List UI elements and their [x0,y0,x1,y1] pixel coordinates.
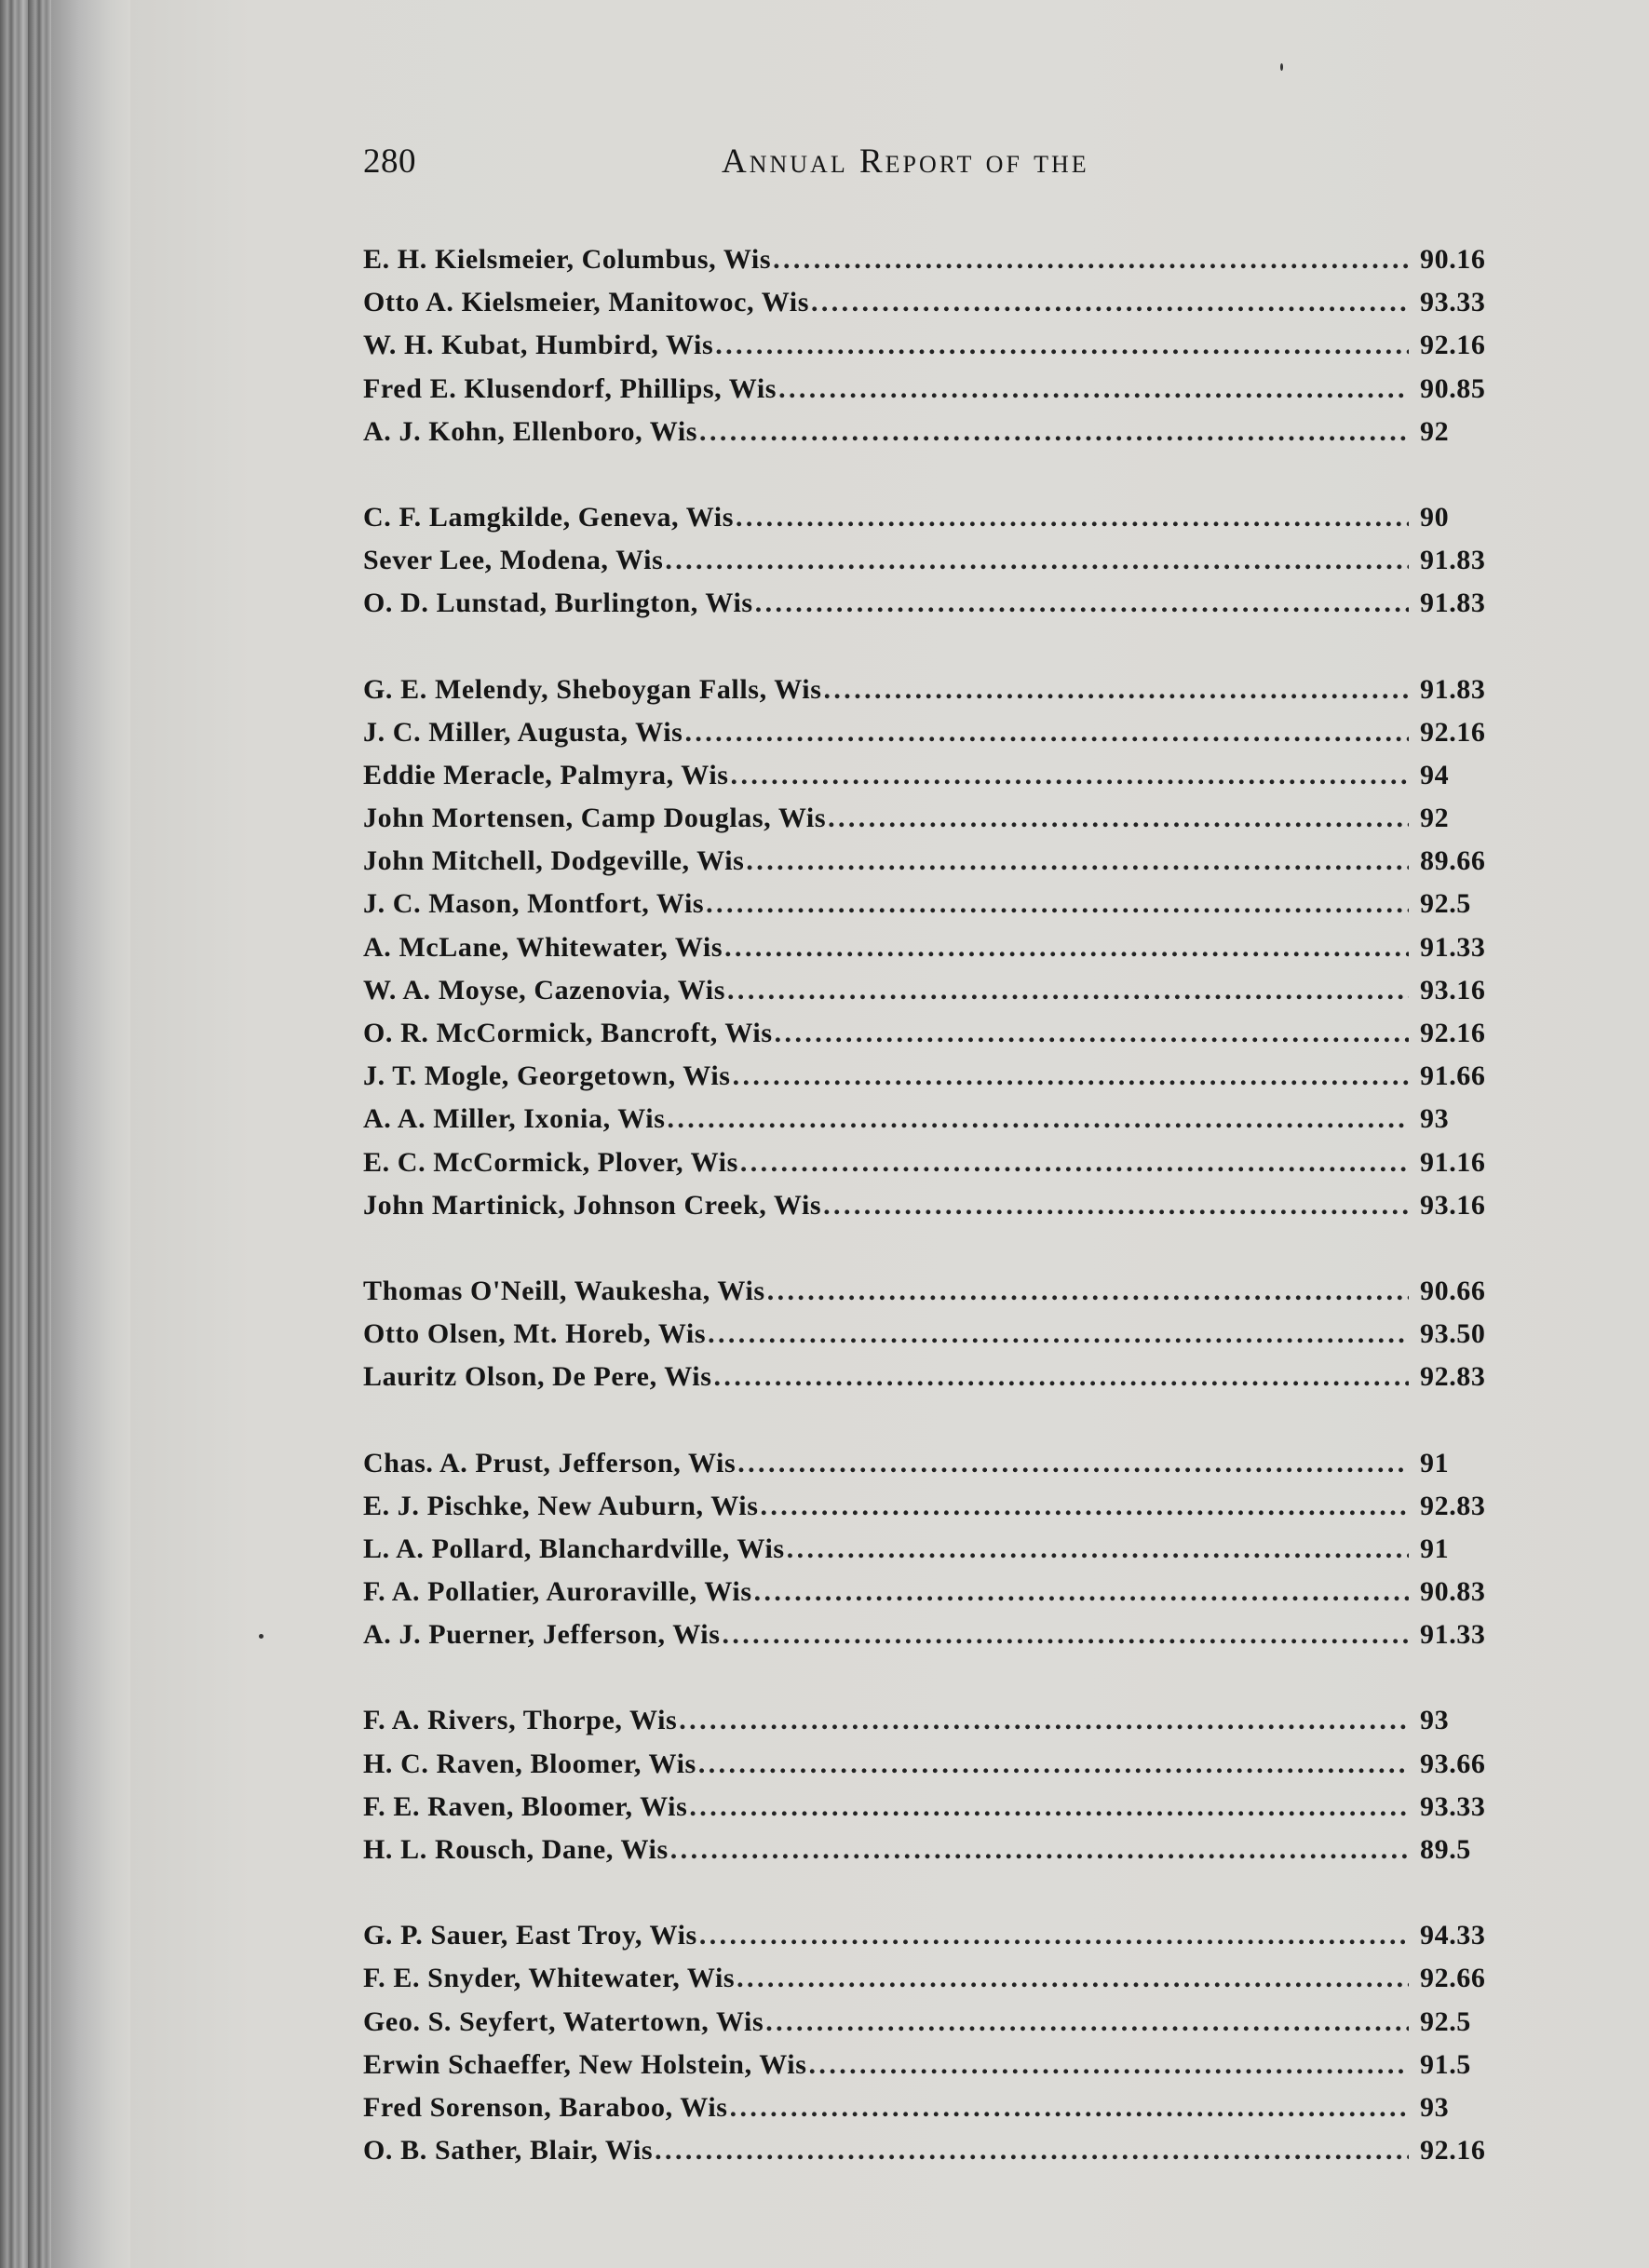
entry-name: Eddie Meracle, Palmyra, Wis [363,759,729,790]
list-item [363,1190,1522,1233]
entry-name: Fred Sorenson, Baraboo, Wis [363,2091,728,2123]
entry-score: 93 [1420,1705,1450,1736]
list-item [363,1834,1522,1877]
entry-group [363,674,1522,1233]
entry-score: 93 [1420,1103,1450,1135]
entry-name: J. T. Mogle, Georgetown, Wis [363,1060,731,1092]
entry-score: 89.66 [1420,845,1486,877]
entry-name: Sever Lee, Modena, Wis [363,545,664,576]
list-item [363,1533,1522,1576]
list-item [363,845,1522,888]
entry-score: 92.83 [1420,1361,1486,1393]
dot-leader [670,1834,1409,1866]
page-gutter-shadow [51,0,130,2268]
dot-leader [698,1748,1409,1780]
entry-name: Otto Olsen, Mt. Horeb, Wis [363,1318,707,1350]
list-item [363,2006,1522,2049]
list-item [363,1748,1522,1791]
entry-name: C. F. Lamgkilde, Geneva, Wis [363,501,734,533]
list-item [363,2049,1522,2092]
list-item [363,1060,1522,1103]
dot-leader [706,888,1409,920]
entry-score: 91.66 [1420,1060,1486,1092]
entry-name: A. McLane, Whitewater, Wis [363,931,723,963]
dot-leader [730,2092,1409,2124]
list-item [363,1963,1522,2005]
dot-leader [765,2006,1409,2038]
entry-name: Thomas O'Neill, Waukesha, Wis [363,1275,765,1306]
list-item [363,674,1522,717]
list-item [363,975,1522,1018]
dot-leader [767,1276,1409,1307]
dot-leader [809,2049,1409,2081]
dot-leader [722,1619,1409,1651]
list-item [363,717,1522,760]
entry-score: 93 [1420,2091,1450,2123]
list-item [363,932,1522,975]
entry-name: Lauritz Olson, De Pere, Wis [363,1361,712,1393]
page-header [363,142,1522,197]
dot-leader [811,287,1409,318]
entry-name: J. C. Mason, Montfort, Wis [363,888,705,920]
entry-name: F. A. Pollatier, Auroraville, Wis [363,1576,752,1608]
entry-name: F. A. Rivers, Thorpe, Wis [363,1705,678,1736]
entry-score: 91 [1420,1447,1450,1478]
dot-leader [787,1533,1409,1565]
list-item [363,888,1522,931]
dot-leader [736,502,1409,533]
entry-score: 92 [1420,415,1450,447]
entry-score: 90.85 [1420,372,1486,404]
list-item [363,2092,1522,2135]
entry-score: 92.5 [1420,2005,1471,2037]
list-item [363,1018,1522,1060]
list-item [363,502,1522,545]
entry-name: F. E. Snyder, Whitewater, Wis [363,1963,736,1994]
dot-leader [708,1318,1409,1350]
entry-group [363,1920,1522,2178]
entry-name: F. E. Raven, Bloomer, Wis [363,1790,688,1822]
entry-name: G. P. Sauer, East Troy, Wis [363,1920,697,1951]
group-separator [363,1662,1522,1705]
entry-score: 93.66 [1420,1748,1486,1779]
dot-leader [737,1963,1409,1994]
entry-score: 90.16 [1420,244,1486,275]
list-item [363,545,1522,587]
entry-name: G. E. Melendy, Sheboygan Falls, Wis [363,673,822,705]
dot-leader [724,932,1409,964]
list-item [363,1103,1522,1146]
dot-leader [665,545,1409,576]
group-separator [363,1877,1522,1920]
dot-leader [740,1147,1409,1179]
entry-score: 92 [1420,803,1450,834]
list-item [363,2135,1522,2178]
dot-leader [655,2135,1409,2167]
dot-leader [778,373,1409,405]
dot-leader [760,1491,1409,1522]
entry-score: 90.66 [1420,1275,1486,1306]
entry-score: 90.83 [1420,1576,1486,1608]
list-item [363,1147,1522,1190]
list-item [363,330,1522,372]
entry-name: O. R. McCormick, Bancroft, Wis [363,1018,773,1048]
dot-leader [668,1103,1410,1135]
entry-name: Chas. A. Prust, Jefferson, Wis [363,1447,737,1478]
dot-leader [737,1448,1409,1479]
list-item [363,1705,1522,1748]
dot-leader [699,1920,1409,1951]
entry-group [363,1705,1522,1877]
dot-leader [755,587,1409,619]
entry-name: Geo. S. Seyfert, Watertown, Wis [363,2005,764,2037]
entry-name: John Mitchell, Dodgeville, Wis [363,845,745,877]
group-separator [363,1233,1522,1276]
list-item [363,1448,1522,1491]
entry-score: 94 [1420,759,1450,790]
list-item [363,1791,1522,1834]
entry-name: W. H. Kubat, Humbird, Wis [363,330,714,361]
dot-leader [699,416,1409,448]
entry-score: 90 [1420,501,1450,533]
entry-score: 92.5 [1420,888,1471,920]
dot-leader [684,717,1409,749]
entry-score: 91.83 [1420,587,1486,619]
running-title: Annual Report of the [722,142,1089,181]
entry-score: 92.16 [1420,716,1486,748]
entry-name: John Mortensen, Camp Douglas, Wis [363,803,827,834]
entry-score: 92.83 [1420,1490,1486,1521]
list-item [363,416,1522,459]
dot-leader [733,1060,1409,1092]
entry-score: 94.33 [1420,1920,1486,1951]
entry-name: Erwin Schaeffer, New Holstein, Wis [363,2048,807,2080]
entry-name: John Martinick, Johnson Creek, Wis [363,1189,822,1221]
entry-score: 91.5 [1420,2048,1471,2080]
entry-name: W. A. Moyse, Cazenovia, Wis [363,974,726,1006]
list-item [363,1576,1522,1619]
entry-score: 91.83 [1420,673,1486,705]
entry-name: Fred E. Klusendorf, Phillips, Wis [363,372,777,404]
entry-group [363,1448,1522,1663]
list-item [363,760,1522,803]
list-item [363,373,1522,416]
entry-name: L. A. Pollard, Blanchardville, Wis [363,1532,785,1564]
entry-name: H. C. Raven, Bloomer, Wis [363,1748,696,1779]
entry-score: 91.83 [1420,545,1486,576]
entry-name: A. J. Puerner, Jefferson, Wis [363,1619,721,1651]
list-item [363,1318,1522,1361]
dot-leader [823,1190,1409,1222]
entry-score: 91.16 [1420,1146,1486,1178]
print-speck [259,1634,264,1639]
dot-leader [689,1791,1409,1823]
entry-score: 92.16 [1420,330,1486,361]
entry-score: 91.33 [1420,1619,1486,1651]
list-item [363,1276,1522,1318]
entry-group [363,244,1522,459]
group-separator [363,459,1522,502]
entry-name: A. J. Kohn, Ellenboro, Wis [363,415,698,447]
list-item [363,1361,1522,1404]
entry-name: O. D. Lunstad, Burlington, Wis [363,587,753,619]
entry-group [363,502,1522,631]
entry-score: 93.16 [1420,974,1486,1006]
entry-score: 92.16 [1420,2135,1486,2167]
group-separator [363,1405,1522,1448]
list-item [363,1491,1522,1533]
dot-leader [754,1576,1409,1608]
entry-name: J. C. Miller, Augusta, Wis [363,716,683,748]
entry-score: 92.66 [1420,1963,1486,1994]
dot-leader [775,1018,1409,1049]
list-item [363,287,1522,330]
entry-score: 89.5 [1420,1834,1471,1865]
dot-leader [828,803,1409,834]
dot-leader [731,760,1409,791]
entry-name: A. A. Miller, Ixonia, Wis [363,1103,666,1135]
list-item [363,1920,1522,1963]
dot-leader [824,674,1410,706]
list-item [363,803,1522,845]
list-item [363,587,1522,630]
entry-name: E. H. Kielsmeier, Columbus, Wis [363,244,772,275]
entry-score: 91 [1420,1532,1450,1564]
entry-name: H. L. Rousch, Dane, Wis [363,1834,669,1865]
group-separator [363,631,1522,674]
entry-name: O. B. Sather, Blair, Wis [363,2135,654,2167]
score-list [363,244,1522,2178]
page-number: 280 [363,142,416,181]
dot-leader [746,845,1409,877]
print-speck [1280,63,1283,71]
dot-leader [714,1361,1409,1393]
dot-leader [679,1705,1409,1736]
dot-leader [715,330,1409,361]
dot-leader [773,244,1409,276]
list-item [363,1619,1522,1662]
entry-score: 93.16 [1420,1189,1486,1221]
entry-score: 93.50 [1420,1318,1486,1350]
entry-score: 93.33 [1420,1790,1486,1822]
entry-name: E. J. Pischke, New Auburn, Wis [363,1490,759,1521]
entry-name: Otto A. Kielsmeier, Manitowoc, Wis [363,287,809,318]
entry-score: 92.16 [1420,1018,1486,1048]
entry-score: 93.33 [1420,287,1486,318]
dot-leader [727,975,1409,1006]
entry-name: E. C. McCormick, Plover, Wis [363,1146,738,1178]
entry-score: 91.33 [1420,931,1486,963]
entry-group [363,1276,1522,1405]
list-item [363,244,1522,287]
